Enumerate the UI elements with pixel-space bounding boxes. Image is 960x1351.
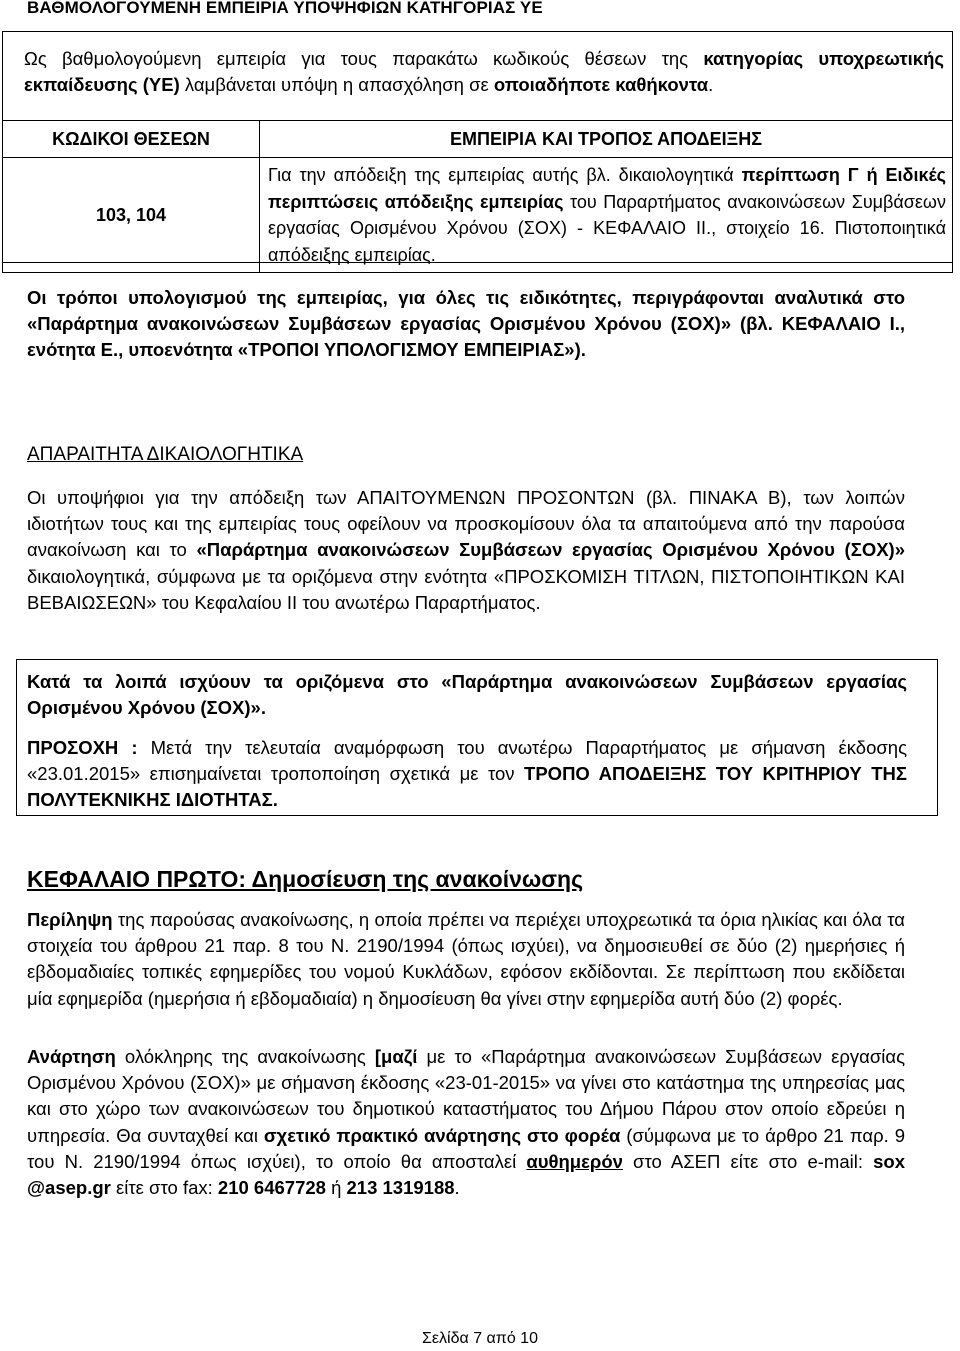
fax-number-1: 210 6467728 — [217, 1177, 326, 1199]
position-codes: 103, 104 — [3, 158, 260, 273]
table-header-row — [3, 121, 953, 158]
intro-text: λαμβάνεται υπόψη η απασχόληση σε — [179, 74, 494, 95]
page-heading: ΒΑΘΜΟΛΟΓΟΥΜΕΝΗ ΕΜΠΕΙΡΙΑ ΥΠΟΨΗΦΙΩΝ ΚΑΤΗΓΟΡΙΑΣ ΥΕ — [27, 0, 543, 17]
table-row — [3, 158, 953, 273]
chapter-title: ΚΕΦΑΛΑΙΟ ΠΡΩΤΟ: Δημοσίευση της ανακοίνωσης — [27, 866, 584, 892]
col-header-codes: ΚΩΔΙΚΟΙ ΘΕΣΕΩΝ — [3, 121, 260, 158]
posting-text: ολόκληρης της ανακοίνωσης — [115, 1046, 375, 1067]
desc-text: Για την απόδειξη της εμπειρίας αυτής βλ. δικαιολογητικά — [268, 165, 742, 185]
summary-text: της παρούσας ανακοίνωσης, η οποία πρέπει να περιέχει υποχρεωτικά τα όρια ηλικίας και όλα τα στοιχεία του άρθρου 21 παρ. 8 του Ν. 2190/1994 (όπως ισχύει), να δημοσιευθεί σε δύο (2) ημερήσιες ή εβδομαδιαίες τοπικές εφημερίδες του νομού Κυκλάδων, εφόσον εκδίδονται. Σε περίπτωση που εκδίδεται μία εφημερίδα (ημερήσια ή εβδομαδιαία) η δημοσίευση θα γίνει στην εφημερίδα αυτή δύο (2) φορές. — [27, 909, 905, 1009]
posting-same-day: αυθημερόν — [526, 1150, 623, 1172]
page-number-footer: Σελίδα 7 από 10 — [422, 1330, 538, 1347]
experience-table — [2, 120, 953, 273]
attention-paragraph — [27, 735, 907, 814]
summary-paragraph — [27, 907, 905, 1012]
intro-text: . — [708, 74, 714, 95]
req-bold-annex: «Παράρτημα ανακοινώσεων Συμβάσεων εργασίας Ορισμένου Χρόνου (ΣΟΧ)» — [196, 539, 905, 561]
attention-text: Μετά την τελευταία αναμόρφωση του ανωτέρω Παραρτήματος με σήμανση έκδοσης «23.01.2015» επισημαίνεται τροποποίηση σχετικά με τον — [27, 737, 907, 785]
fax-number-2: 213 1319188 — [346, 1177, 455, 1199]
col-header-experience: ΕΜΠΕΙΡΙΑ ΚΑΙ ΤΡΟΠΟΣ ΑΠΟΔΕΙΞΗΣ — [260, 121, 953, 158]
desc-text: του Παραρτήματος ανακοινώσεων Συμβάσεων εργασίας Ορισμένου Χρόνου (ΣΟΧ) - ΚΕΦΑΛΑΙΟ ΙΙ., στοιχείο 16. Πιστοποιητικά απόδειξης εμπειρίας. — [268, 191, 946, 265]
intro-paragraph — [24, 46, 944, 98]
intro-bold-duties: οποιαδήποτε καθήκοντα — [493, 74, 709, 95]
posting-bold: [μαζί — [374, 1046, 418, 1067]
posting-text: είτε στο fax: — [110, 1177, 218, 1199]
req-text: Οι υποψήφιοι για την απόδειξη των ΑΠΑΙΤΟΥΜΕΝΩΝ ΠΡΟΣΟΝΤΩΝ (βλ. ΠΙΝΑΚΑ Β), των λοιπών ιδιοτήτων τους και της εμπειρίας τους οφείλουν να προσκομίσουν όλα τα απαιτούμενα από την παρούσα ανακοίνωση και το — [27, 487, 905, 561]
email-address: sox @asep.gr — [27, 1150, 905, 1199]
posting-paragraph — [27, 1044, 905, 1201]
attention-label: ΠΡΟΣΟΧΗ : — [27, 737, 138, 758]
intro-bold-category: κατηγορίας υποχρεωτικής εκπαίδευσης (ΥΕ) — [24, 48, 944, 95]
attention-bold: ΤΡΟΠΟ ΑΠΟΔΕΙΞΗΣ ΤΟΥ ΚΡΙΤΗΡΙΟΥ ΤΗΣ ΠΟΛΥΤΕΚΝΙΚΗΣ ΙΔΙΟΤΗΤΑΣ. — [27, 763, 907, 811]
desc-bold: περίπτωση Γ ή Ειδικές περιπτώσεις απόδειξης εμπειρίας — [268, 165, 946, 212]
summary-label: Περίληψη — [27, 909, 113, 930]
experience-description — [260, 158, 953, 273]
required-docs-paragraph — [27, 485, 905, 616]
calculation-methods-paragraph: Οι τρόποι υπολογισμού της εμπειρίας, για όλες τις ειδικότητες, περιγράφονται αναλυτικά στο «Παράρτημα ανακοινώσεων Συμβάσεων εργασίας Ορισμένου Χρόνου (ΣΟΧ)» (βλ. ΚΕΦΑΛΑΙΟ Ι., ενότητα Ε., υποενότητα «ΤΡΟΠΟΙ ΥΠΟΛΟΓΙΣΜΟΥ ΕΜΠΕΙΡΙΑΣ»). — [27, 287, 905, 361]
posting-text: ή — [325, 1177, 347, 1199]
posting-label: Ανάρτηση — [27, 1046, 116, 1067]
note-line: Κατά τα λοιπά ισχύουν τα οριζόμενα στο «Παράρτημα ανακοινώσεων Συμβάσεων εργασίας Ορισμένου Χρόνου (ΣΟΧ)». — [27, 671, 907, 719]
req-text: δικαιολογητικά, σύμφωνα με τα οριζόμενα στην ενότητα «ΠΡΟΣΚΟΜΙΣΗ ΤΙΤΛΩΝ, ΠΙΣΤΟΠΟΙΗΤΙΚΩΝ ΚΑΙ ΒΕΒΑΙΩΣΕΩΝ» του Κεφαλαίου ΙΙ του ανωτέρω Παραρτήματος. — [27, 565, 905, 613]
posting-text: με το «Παράρτημα ανακοινώσεων Συμβάσεων εργασίας Ορισμένου Χρόνου (ΣΟΧ)» με σήμανση έκδοσης «23-01-2015» να γίνει στο κατάστημα της υπηρεσίας μας και στο χώρο των ανακοινώσεων του δημοτικού καταστήματος του Δήμου Πάρου στον οποίο εδρεύει η υπηρεσία. Θα συνταχθεί και — [27, 1046, 905, 1146]
posting-bold-record: σχετικό πρακτικό ανάρτησης στο φορέα — [263, 1124, 621, 1146]
posting-text: στο ΑΣΕΠ είτε στο e-mail: — [622, 1150, 874, 1172]
required-docs-title: ΑΠΑΡΑΙΤΗΤΑ ΔΙΚΑΙΟΛΟΓΗΤΙΚΑ — [27, 444, 304, 465]
posting-text: . — [454, 1177, 460, 1199]
intro-text: Ως βαθμολογούμενη εμπειρία για τους παρακάτω κωδικούς θέσεων της — [24, 48, 704, 69]
posting-text: (σύμφωνα με το άρθρο 21 παρ. 9 του Ν. 2190/1994 όπως ισχύει), το οποίο θα αποσταλεί — [27, 1124, 906, 1172]
